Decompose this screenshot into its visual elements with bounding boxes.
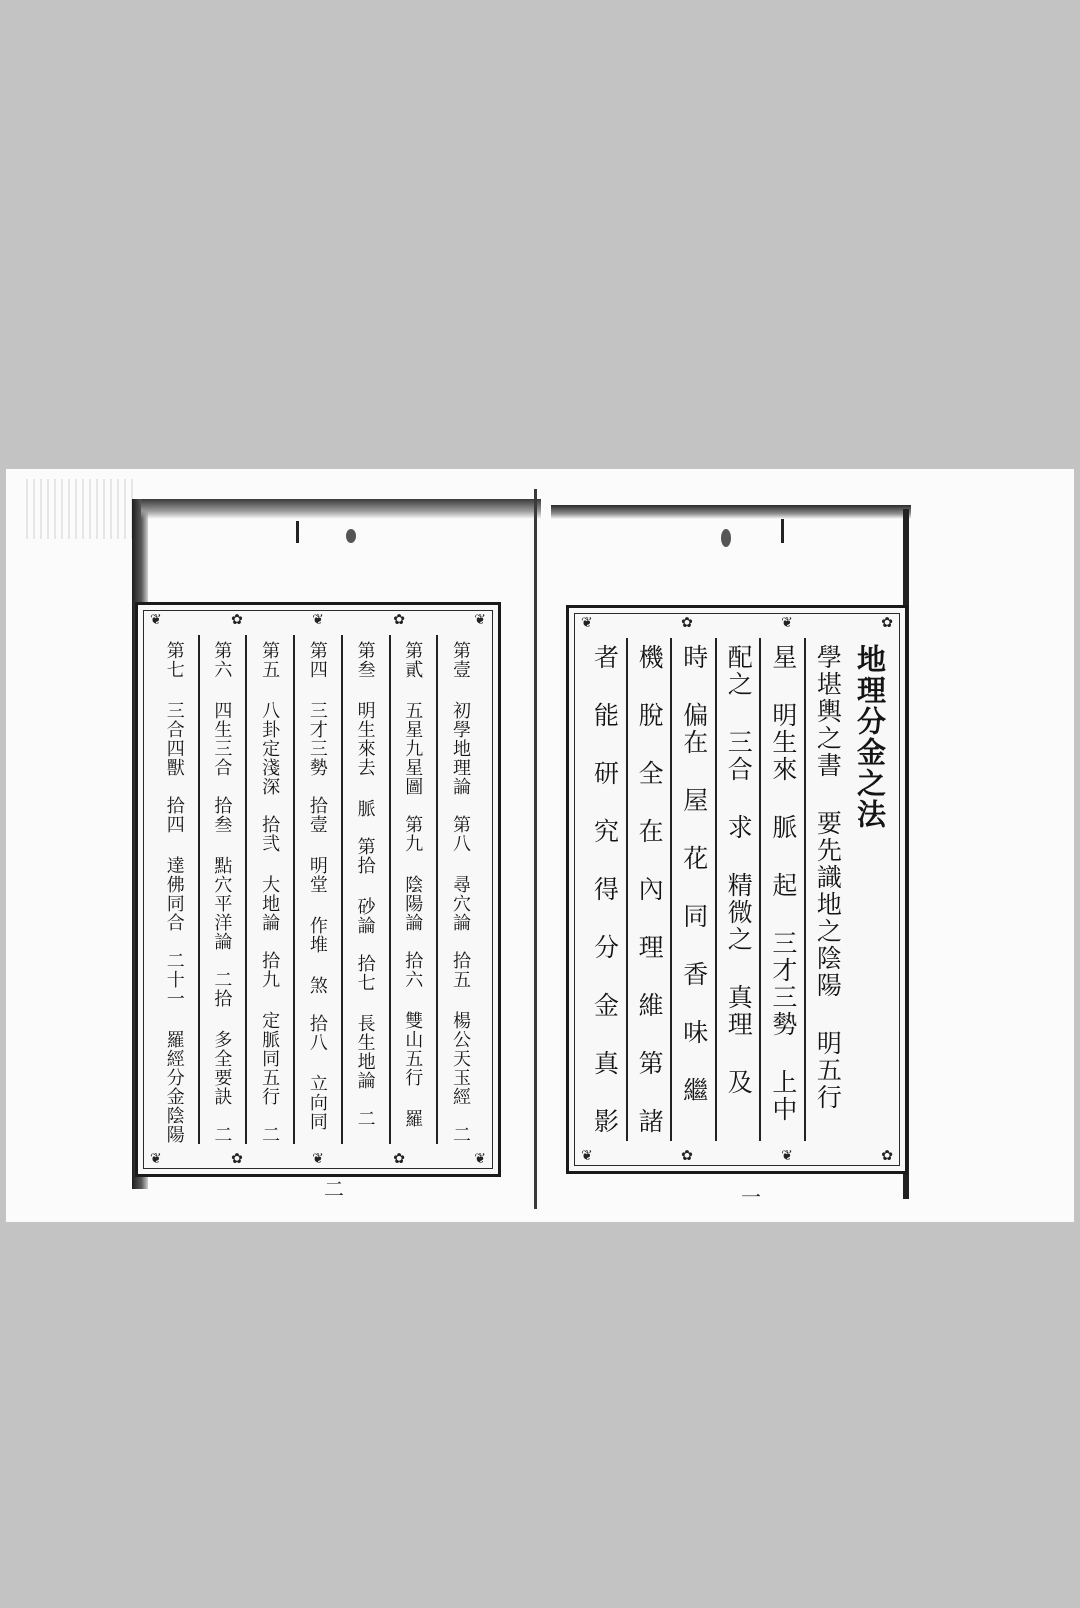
scanned-book-spread <box>6 469 1074 1222</box>
preface-column-3: 配之 三合 求 精微之 真理 及 <box>715 638 760 1141</box>
page-number-right: 一 <box>741 1185 761 1209</box>
ornament-top: ❦ ✿ ❦ ✿ <box>581 615 893 631</box>
scan-noise <box>26 479 136 539</box>
page-number-left: 二 <box>324 1177 344 1201</box>
top-smudge-right <box>551 505 911 519</box>
toc-column-5: 第五 八卦定淺深 拾弐 大地論 拾九 定脈同五行 二 <box>245 635 293 1144</box>
toc-column-6: 第六 四生三合 拾叁 點穴平洋論 二拾 多全要訣 二 <box>198 635 246 1144</box>
stray-mark <box>781 519 784 543</box>
stray-mark <box>346 529 356 543</box>
toc-column-3: 第叁 明生來去 脈 第拾 砂論 拾七 長生地論 二 <box>341 635 389 1144</box>
right-page-frame <box>566 605 908 1174</box>
preface-columns <box>583 638 891 1141</box>
ornament-top: ❦ ✿ ❦ ✿ ❦ <box>150 612 486 628</box>
ornament-bottom: ❦ ✿ ❦ ✿ ❦ <box>150 1151 486 1167</box>
preface-column-5: 機 脫 全 在 內 理 維 第 諸 <box>626 638 671 1141</box>
preface-column-1: 學堪輿之書 要先識地之陰陽 明五行 <box>804 638 849 1141</box>
left-page-frame <box>135 602 501 1177</box>
stray-mark <box>721 529 731 547</box>
preface-column-2: 星 明生來 脈 起 三才三勢 上中 <box>759 638 804 1141</box>
preface-column-4: 時 偏在 屋 花 同 香 味 繼 <box>670 638 715 1141</box>
toc-column-7: 第七 三合四獸 拾四 達佛同合 二十一 羅經分金陰陽 <box>152 635 198 1144</box>
preface-column-6: 者 能 研 究 得 分 金 真 影 <box>583 638 626 1141</box>
top-smudge-left <box>141 499 541 519</box>
toc-column-1: 第壹 初學地理論 第八 尋穴論 拾五 楊公天玉經 二 <box>436 635 484 1144</box>
ornament-bottom: ❦ ✿ ❦ ✿ <box>581 1148 893 1164</box>
center-fold <box>534 489 537 1209</box>
toc-column-4: 第四 三才三勢 拾壹 明堂 作堆 煞 拾八 立向同 <box>293 635 341 1144</box>
stray-mark <box>296 521 299 543</box>
toc-columns <box>152 635 484 1144</box>
page-title: 地理分金之法 <box>848 638 891 1141</box>
toc-column-2: 第貳 五星九星圖 第九 陰陽論 拾六 雙山五行 羅 <box>389 635 437 1144</box>
